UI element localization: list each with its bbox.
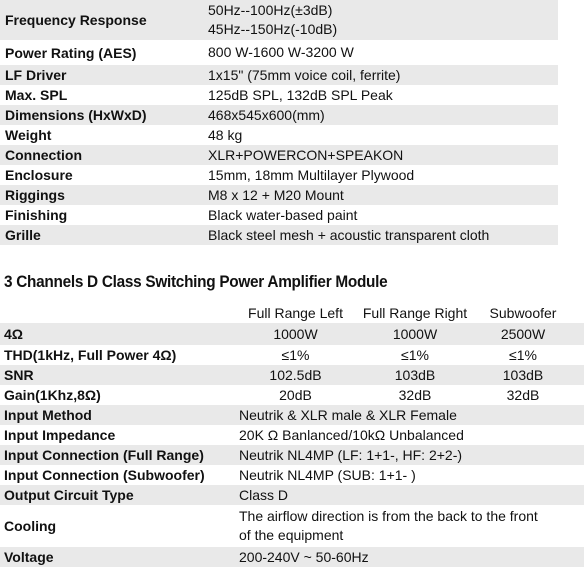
spec-row-power-rating	[0, 40, 558, 65]
amp-cell: 32dB	[506, 386, 540, 403]
spec-value: M8 x 12 + M20 Mount	[208, 186, 344, 203]
amp-row-input-connection-full-range	[0, 445, 584, 465]
column-header-full-range-right: Full Range Right	[362, 305, 468, 321]
spec-value	[200, 1, 558, 39]
spec-label: Finishing	[5, 207, 68, 223]
amp-detail-value: Neutrik NL4MP (SUB: 1+1- )	[239, 466, 416, 483]
amp-row-cooling	[0, 505, 584, 547]
amp-cell: ≤1%	[281, 346, 310, 363]
spec-row-finishing	[0, 205, 558, 225]
amp-row-label: Input Impedance	[4, 427, 116, 443]
spec-value: 15mm, 18mm Multilayer Plywood	[208, 166, 415, 183]
amp-row-label: 4Ω	[4, 326, 24, 342]
amp-row-output-circuit-type	[0, 485, 584, 505]
amp-row-input-method	[0, 405, 584, 425]
spec-value-line: 50Hz--100Hz(±3dB)	[208, 2, 333, 18]
spec-value-line: 45Hz--150Hz(-10dB)	[208, 21, 338, 37]
amp-cell: 102.5dB	[269, 366, 322, 383]
spec-value: XLR+POWERCON+SPEAKON	[208, 146, 404, 163]
spec-row-dimensions	[0, 105, 558, 125]
amp-cell: ≤1%	[509, 346, 537, 363]
amp-row-input-impedance	[0, 425, 584, 445]
amp-row-label: Input Method	[4, 407, 92, 423]
amp-cell: 103dB	[502, 366, 544, 383]
spec-row-grille	[0, 225, 558, 245]
spec-value: Black steel mesh + acoustic transparent cloth	[208, 226, 490, 243]
column-header-full-range-left: Full Range Left	[248, 305, 343, 321]
speaker-spec-table	[0, 0, 558, 245]
amp-row-input-connection-subwoofer	[0, 465, 584, 485]
amp-detail-value: 20K Ω Banlanced/10kΩ Unbalanced	[239, 426, 464, 443]
amp-row-gain	[0, 385, 584, 405]
spec-row-frequency-response	[0, 0, 558, 40]
amp-row-thd	[0, 345, 584, 365]
amplifier-spec-table	[0, 304, 584, 567]
spec-label: Riggings	[5, 187, 65, 203]
spec-label: Max. SPL	[5, 87, 68, 103]
amp-cell: 1000W	[273, 325, 318, 342]
amp-row-voltage	[0, 547, 584, 567]
spec-value: 48 kg	[208, 126, 243, 143]
amp-detail-value: Neutrik NL4MP (LF: 1+1-, HF: 2+2-)	[239, 446, 463, 463]
amp-row-snr	[0, 365, 584, 385]
amp-cell: 20dB	[279, 386, 312, 403]
amp-row-label: Gain(1Khz,8Ω)	[4, 387, 101, 403]
amp-row-label: Voltage	[4, 549, 54, 565]
amplifier-section-title: 3 Channels D Class Switching Power Amplifier Module	[4, 273, 388, 291]
spec-row-weight	[0, 125, 558, 145]
spec-label: Frequency Response	[5, 12, 147, 28]
amp-row-label: SNR	[4, 367, 34, 383]
amp-detail-value	[235, 507, 584, 545]
amp-row-label: THD(1kHz, Full Power 4Ω)	[4, 347, 177, 363]
amp-cell: ≤1%	[401, 346, 429, 363]
amp-row-label: Input Connection (Subwoofer)	[4, 467, 205, 483]
amp-row-label: Cooling	[4, 518, 57, 534]
amp-cell: 1000W	[392, 325, 438, 342]
amp-detail-line: of the equipment	[239, 527, 344, 543]
spec-label: Connection	[5, 147, 82, 163]
spec-value: 800 W-1600 W-3200 W	[208, 44, 354, 60]
amp-header-row	[0, 304, 584, 323]
spec-label: Grille	[5, 227, 41, 243]
spec-row-enclosure	[0, 165, 558, 185]
spec-label: Dimensions (HxWxD)	[5, 107, 147, 123]
amp-cell: 103dB	[394, 366, 436, 383]
spec-row-riggings	[0, 185, 558, 205]
spec-value: Black water-based paint	[208, 206, 358, 223]
column-header-subwoofer: Subwoofer	[489, 305, 557, 321]
amp-row-label: Input Connection (Full Range)	[4, 447, 204, 463]
amp-detail-line: The airflow direction is from the back to the front	[239, 508, 538, 524]
amp-row-label: Output Circuit Type	[4, 487, 134, 503]
spec-value: 125dB SPL, 132dB SPL Peak	[208, 86, 393, 103]
spec-label: LF Driver	[5, 67, 67, 83]
spec-label: Power Rating (AES)	[5, 44, 137, 61]
amp-row-4ohm	[0, 323, 584, 345]
amp-cell: 2500W	[500, 325, 546, 342]
spec-value: 1x15" (75mm voice coil, ferrite)	[208, 66, 401, 83]
amp-detail-value: 200-240V ~ 50-60Hz	[239, 548, 369, 565]
spec-value: 468x545x600(mm)	[208, 106, 325, 123]
amp-detail-value: Class D	[239, 486, 289, 503]
amp-detail-value: Neutrik & XLR male & XLR Female	[239, 406, 457, 423]
spec-row-lf-driver	[0, 65, 558, 85]
spec-label: Enclosure	[5, 167, 73, 183]
spec-label: Weight	[5, 127, 52, 143]
spec-row-connection	[0, 145, 558, 165]
amp-cell: 32dB	[398, 386, 432, 403]
spec-row-max-spl	[0, 85, 558, 105]
